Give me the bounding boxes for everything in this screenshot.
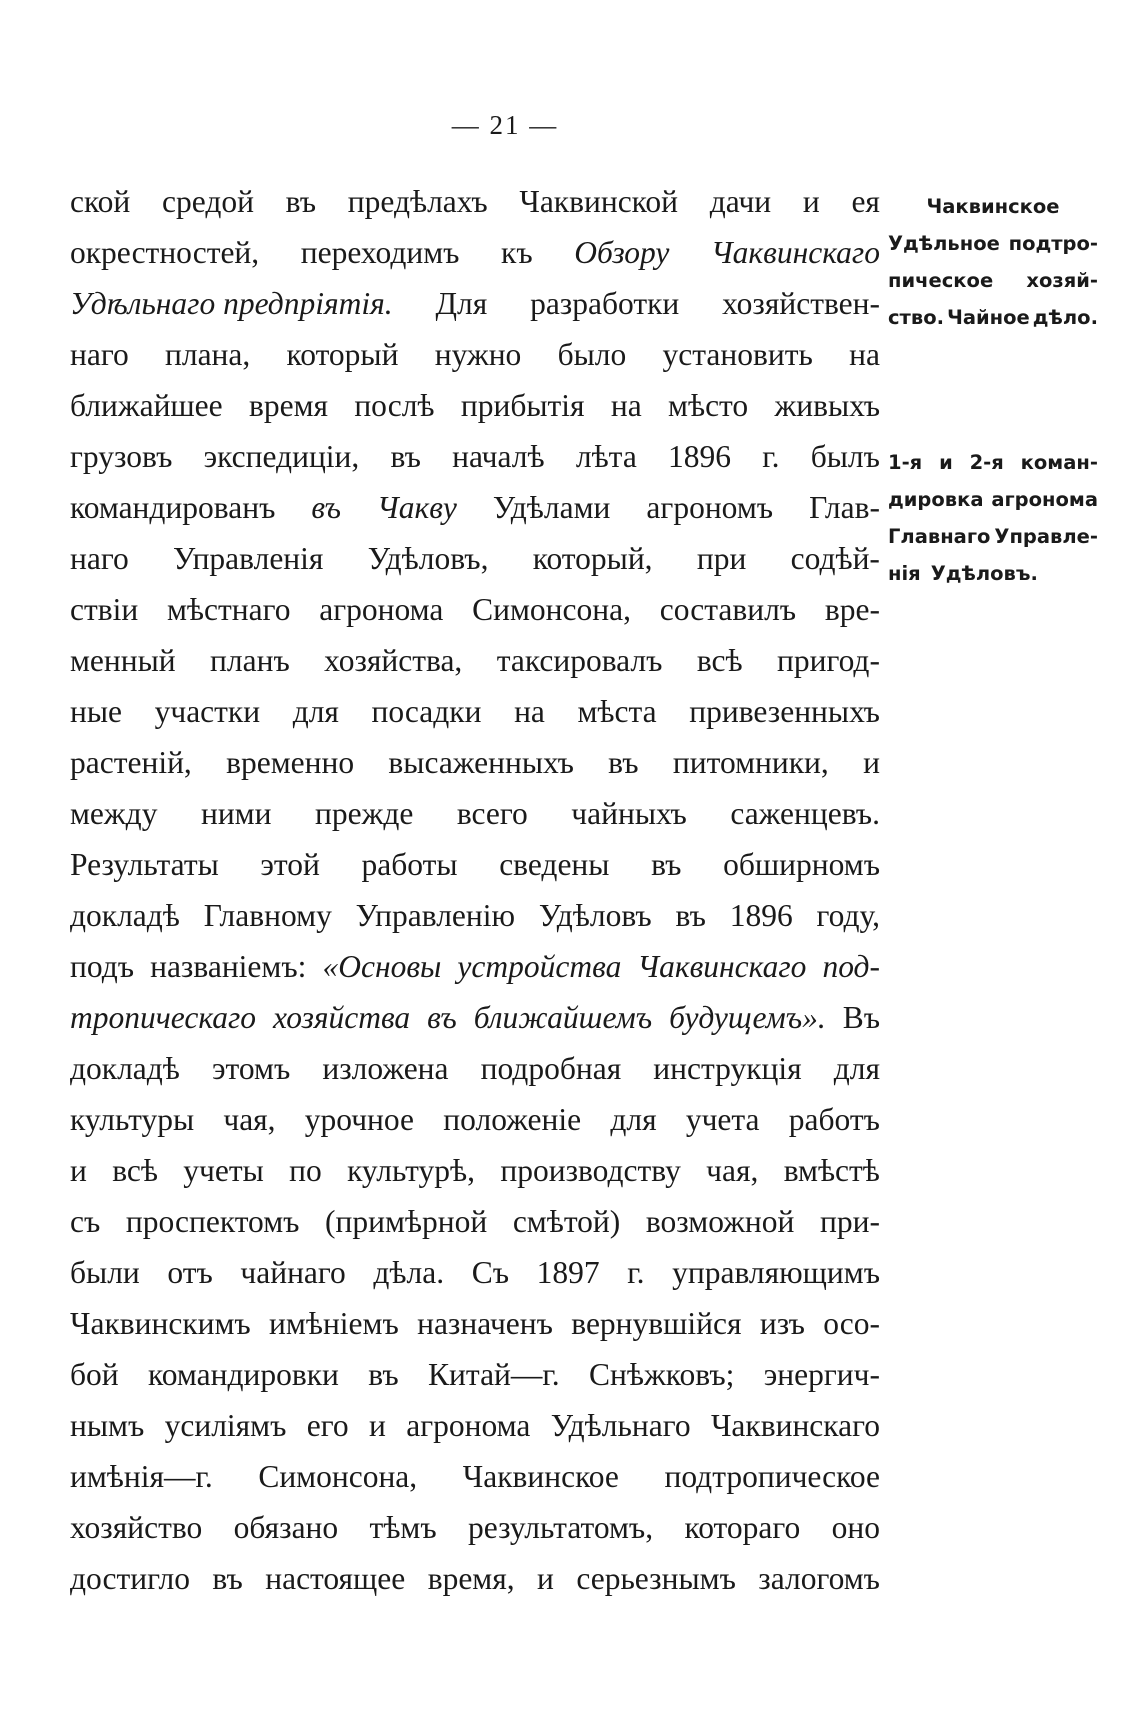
word: достигло: [70, 1561, 190, 1596]
word: привезенныхъ: [689, 694, 880, 729]
word: который: [286, 337, 399, 372]
word: настоящее: [265, 1561, 406, 1596]
word: и: [537, 1561, 554, 1596]
word: мѣста: [577, 694, 657, 729]
word: Симонсона,: [472, 592, 631, 627]
word: проспектомъ: [125, 1204, 300, 1239]
word: 1896: [729, 898, 793, 933]
margin-note-line: [888, 518, 1098, 555]
word: смѣтой): [512, 1204, 621, 1239]
word: возможной: [645, 1204, 795, 1239]
word: окрестностей,: [70, 235, 260, 270]
word: переходимъ: [300, 235, 460, 270]
word: прибытія: [460, 388, 585, 423]
text-line: [70, 788, 880, 839]
margin-note-agronomist-missions: [888, 444, 1098, 592]
word: Чаквинскаго: [710, 1408, 880, 1443]
word: были: [70, 1255, 140, 1290]
word: на: [610, 388, 642, 423]
margin-note-line: [888, 188, 1098, 225]
word: Глав-: [809, 490, 880, 525]
word: учеты: [183, 1153, 264, 1188]
word: посадки: [371, 694, 482, 729]
word: чайныхъ: [571, 796, 687, 831]
word: саженцевъ.: [730, 796, 880, 831]
word: Управленію: [355, 898, 516, 933]
word: агрономъ: [646, 490, 774, 525]
text-line: [70, 1298, 880, 1349]
word: подтропическое: [664, 1459, 880, 1494]
word: въ: [427, 1000, 457, 1035]
margin-note-word: дѣло.: [1032, 306, 1098, 329]
margin-note-word: агронома: [991, 488, 1098, 511]
word: изъ: [759, 1306, 805, 1341]
margin-note-word: ство.: [888, 306, 945, 329]
text-line: [70, 890, 880, 941]
text-line: [70, 941, 880, 992]
word: отъ: [167, 1255, 213, 1290]
word: нужно: [434, 337, 522, 372]
word: вре-: [824, 592, 880, 627]
word: въ: [675, 898, 706, 933]
word: чайнаго: [240, 1255, 346, 1290]
text-line: [70, 1553, 880, 1604]
word: тропическаго: [70, 1000, 257, 1035]
word: его: [306, 1408, 349, 1443]
margin-note-word: 2-я: [969, 451, 1004, 474]
word: имѣніемъ: [269, 1306, 399, 1341]
word: растеній,: [70, 745, 192, 780]
word: грузовъ: [70, 439, 173, 474]
word: наго: [70, 541, 129, 576]
word: Удѣльнаго: [550, 1408, 691, 1443]
word: менный: [70, 643, 176, 678]
margin-note-line: [888, 225, 1098, 262]
word: работъ: [788, 1102, 880, 1137]
word: средой: [162, 184, 254, 219]
word: дачи: [709, 184, 772, 219]
margin-note-word: дировка: [888, 488, 984, 511]
word: ея: [851, 184, 880, 219]
word: Симонсона,: [258, 1459, 418, 1494]
word: для: [292, 694, 339, 729]
word: въ: [390, 439, 421, 474]
word: участки: [154, 694, 261, 729]
word: инструкція: [653, 1051, 802, 1086]
word: командировки: [148, 1357, 339, 1392]
word: хозяйство: [70, 1510, 203, 1545]
margin-note-line: [888, 299, 1098, 336]
word: Съ: [471, 1255, 510, 1290]
word: результатомъ,: [468, 1510, 654, 1545]
word: который,: [532, 541, 653, 576]
text-line: [70, 686, 880, 737]
word: на: [514, 694, 545, 729]
text-line: [70, 1451, 880, 1502]
word: г.: [627, 1255, 645, 1290]
word: Удѣльнаго предпріятія.: [70, 286, 393, 321]
word: въ: [608, 745, 639, 780]
text-line: [70, 1247, 880, 1298]
text-line: [70, 1145, 880, 1196]
word: году,: [816, 898, 880, 933]
word: въ: [651, 847, 682, 882]
word: для: [610, 1102, 657, 1137]
word: планъ: [210, 643, 290, 678]
word: изложена: [322, 1051, 449, 1086]
word: названіемъ:: [150, 949, 307, 984]
word: Удѣловъ: [538, 898, 652, 933]
word: 1897: [536, 1255, 600, 1290]
word: Удѣловъ,: [367, 541, 489, 576]
word: агронома: [406, 1408, 531, 1443]
word: Чаквинскаго: [637, 949, 807, 984]
text-line: [70, 635, 880, 686]
word: питомники,: [672, 745, 829, 780]
word: работы: [361, 847, 458, 882]
word: къ: [501, 235, 533, 270]
word: докладѣ: [70, 898, 180, 933]
word: серьезнымъ: [576, 1561, 736, 1596]
margin-note-word: коман-: [1020, 451, 1098, 474]
word: тѣмъ: [369, 1510, 437, 1545]
margin-note-word: Удѣловъ.: [930, 562, 1038, 585]
word: ные: [70, 694, 123, 729]
word: Главному: [203, 898, 332, 933]
word: всѣ: [112, 1153, 158, 1188]
word: назначенъ: [417, 1306, 553, 1341]
text-line: [70, 176, 880, 227]
margin-note-word: Удѣльное: [888, 232, 1000, 255]
word: котораго: [684, 1510, 801, 1545]
word: Результаты: [70, 847, 219, 882]
word: командированъ: [70, 490, 276, 525]
word: этой: [260, 847, 320, 882]
word: былъ: [810, 439, 880, 474]
word: ской: [70, 184, 131, 219]
word: время,: [427, 1561, 515, 1596]
word: хозяйства: [273, 1000, 411, 1035]
word: (примѣрной: [325, 1204, 488, 1239]
word: вернувшійся: [571, 1306, 742, 1341]
text-line: [70, 584, 880, 635]
word: мѣстнаго: [166, 592, 291, 627]
word: въ: [212, 1561, 243, 1596]
word: г.: [762, 439, 780, 474]
margin-note-word: подтро-: [1008, 232, 1098, 255]
word: содѣй-: [790, 541, 880, 576]
word: осо-: [823, 1306, 880, 1341]
word: энергич-: [763, 1357, 880, 1392]
word: было: [557, 337, 627, 372]
word: Обзору: [574, 235, 670, 270]
word: Въ: [842, 1000, 880, 1035]
word: имѣнія—г.: [70, 1459, 213, 1494]
word: докладѣ: [70, 1051, 180, 1086]
word: чая,: [706, 1153, 759, 1188]
word: и: [802, 184, 820, 219]
word: въ: [285, 184, 317, 219]
word: дѣла.: [373, 1255, 445, 1290]
word: обширномъ: [723, 847, 880, 882]
word: лѣта: [575, 439, 637, 474]
word: производству: [500, 1153, 681, 1188]
text-line: [70, 227, 880, 278]
margin-note-word: 1-я: [888, 451, 923, 474]
word: живыхъ: [774, 388, 880, 423]
word: 1896: [668, 439, 732, 474]
word: между: [70, 796, 158, 831]
word: для: [833, 1051, 880, 1086]
margin-note-word: пическое: [888, 269, 994, 292]
word: при: [696, 541, 747, 576]
word: составилъ: [659, 592, 797, 627]
word: Снѣжковъ;: [589, 1357, 735, 1392]
word: Чаквинскаго: [710, 235, 880, 270]
word: Для: [435, 286, 488, 321]
word: ближайшемъ: [473, 1000, 653, 1035]
word: чая,: [223, 1102, 276, 1137]
text-line: [70, 278, 880, 329]
word: Китай—г.: [428, 1357, 560, 1392]
word: время: [248, 388, 328, 423]
word: Чаквинской: [519, 184, 678, 219]
word: всѣ: [696, 643, 743, 678]
word: прежде: [314, 796, 414, 831]
margin-note-line: [888, 262, 1098, 299]
word: обязано: [233, 1510, 339, 1545]
margin-note-word: Чайное: [947, 306, 1030, 329]
text-line: [70, 1043, 880, 1094]
word: положеніе: [443, 1102, 582, 1137]
word: послѣ: [354, 388, 435, 423]
word: Удѣлами: [492, 490, 611, 525]
word: таксировалъ: [496, 643, 663, 678]
word: пригод-: [776, 643, 880, 678]
text-line: [70, 380, 880, 431]
word: оно: [831, 1510, 880, 1545]
margin-note-word: нія: [888, 562, 921, 585]
word: учета: [685, 1102, 760, 1137]
word: подробная: [480, 1051, 622, 1086]
margin-note-word: Главнаго: [888, 525, 991, 548]
word: въ: [311, 490, 342, 525]
text-line: [70, 329, 880, 380]
page-number: — 21 —: [451, 110, 559, 140]
text-line: [70, 533, 880, 584]
word: сведены: [499, 847, 610, 882]
margin-note-word: хозяй-: [1026, 269, 1098, 292]
word: ними: [200, 796, 272, 831]
margin-note-line: [888, 444, 1098, 481]
word: и: [863, 745, 880, 780]
word: установить: [662, 337, 813, 372]
word: предѣлахъ: [347, 184, 488, 219]
word: экспедиціи,: [203, 439, 360, 474]
text-line: [70, 737, 880, 788]
word: высаженныхъ: [388, 745, 574, 780]
word: Управленія: [173, 541, 324, 576]
word: хозяйствен-: [722, 286, 880, 321]
word: Чаквинское: [462, 1459, 619, 1494]
word: агронома: [319, 592, 444, 627]
main-text: [70, 176, 880, 1604]
word: на: [849, 337, 880, 372]
text-line: [70, 1502, 880, 1553]
word: Чакву: [377, 490, 457, 525]
word: по: [289, 1153, 322, 1188]
text-line: [70, 839, 880, 890]
word: наго: [70, 337, 129, 372]
text-line: [70, 482, 880, 533]
text-line: [70, 1196, 880, 1247]
word: Чаквинскимъ: [70, 1306, 251, 1341]
word: всего: [456, 796, 528, 831]
word: управляющимъ: [672, 1255, 880, 1290]
word: усиліямъ: [164, 1408, 287, 1443]
word: культурѣ,: [347, 1153, 476, 1188]
text-line: [70, 1094, 880, 1145]
text-line: [70, 1349, 880, 1400]
word: въ: [368, 1357, 399, 1392]
word: «Основы: [322, 949, 442, 984]
word: культуры: [70, 1102, 195, 1137]
word: нымъ: [70, 1408, 145, 1443]
word: и: [369, 1408, 386, 1443]
text-line: [70, 431, 880, 482]
text-line: [70, 1400, 880, 1451]
text-line: [70, 992, 880, 1043]
margin-note-chakva-estate: [888, 188, 1098, 336]
word: съ: [70, 1204, 101, 1239]
margin-note-word: Чаквинское: [926, 195, 1060, 218]
word: мѣсто: [668, 388, 749, 423]
word: временно: [226, 745, 355, 780]
word: разработки: [530, 286, 680, 321]
word: подъ: [70, 949, 135, 984]
word: хозяйства,: [324, 643, 463, 678]
word: залогомъ: [758, 1561, 880, 1596]
word: началѣ: [452, 439, 545, 474]
margin-note-word: Управле-: [994, 525, 1098, 548]
word: ближайшее: [70, 388, 223, 423]
word: урочное: [304, 1102, 415, 1137]
word: вмѣстѣ: [783, 1153, 880, 1188]
word: этомъ: [212, 1051, 291, 1086]
word: ствіи: [70, 592, 139, 627]
margin-note-line: [888, 555, 1098, 592]
word: под-: [822, 949, 880, 984]
word: при-: [819, 1204, 880, 1239]
word: и: [70, 1153, 87, 1188]
word: устройства: [457, 949, 622, 984]
word: будущемъ».: [669, 1000, 826, 1035]
margin-note-word: и: [939, 451, 953, 474]
word: бой: [70, 1357, 119, 1392]
word: плана,: [165, 337, 251, 372]
margin-note-line: [888, 481, 1098, 518]
